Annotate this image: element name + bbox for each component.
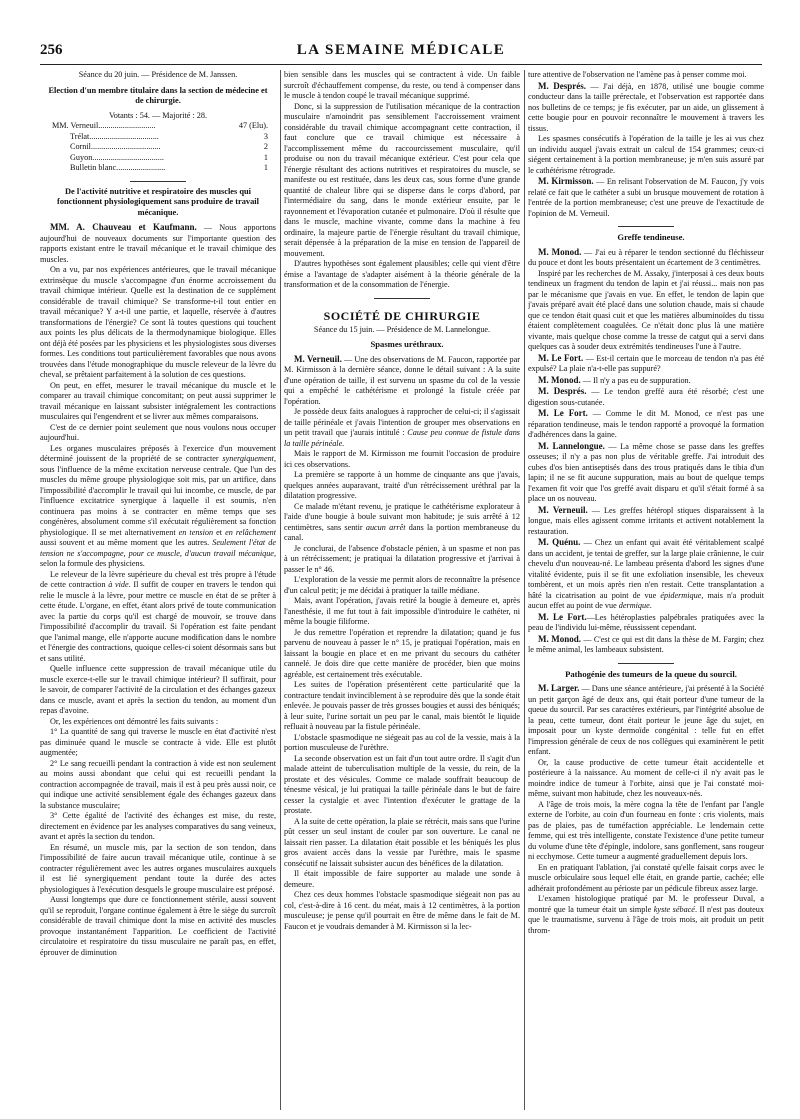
vote-row: Cornil.................................. 2 [70, 142, 268, 151]
column-rule [280, 70, 281, 1110]
vote-table [40, 121, 276, 174]
paragraph: La seconde observation est un fait d'un tout autre ordre. Il s'agit d'un malade atteint de tuberculisation multiple de la vessie, du rein, de la prostate et des vésicules. Comme ce malade souffrait beaucoup de ténesme vésical, je lui pratiquai la taille périnéale dans le but de faire cesser la cystalgie et avec l'intention d'exécuter le grattage de la prostate. [284, 753, 520, 815]
paragraph: L'examen histologique pratiqué par M. le professeur Duval, a montré que la tumeur était un simple kyste sébacé. Il n'est pas douteux que le traumatisme, survenu à l'âge de trois mois, ait produit un petit throm- [528, 894, 764, 935]
paragraph: M. Le Fort. — Comme le dit M. Monod, ce n'est pas une réparation tendineuse, mais le tendon rapporté a provoqué la formation d'adhérences dans la gaine. [528, 408, 764, 439]
speaker-name: MM. A. Chauveau et Kaufmann. [50, 222, 197, 232]
paragraph: MM. A. Chauveau et Kaufmann. — Nous apportons aujourd'hui de nouveaux documents sur l'importante question des rapports existant entre le travail mécanique et le travail chimique des muscles. [40, 222, 276, 264]
paragraph: Je possède deux faits analogues à rapprocher de celui-ci; il s'agissait de taille périnéale et j'avais l'intention de grouper mes observations en un petit travail que j'aurais intitulé : Cause peu connue de fistule dans la taille périnéale. [284, 407, 520, 448]
divider [618, 226, 674, 227]
paragraph: Il était impossible de faire supporter au malade une sonde à demeure. [284, 869, 520, 889]
paragraph: Quelle influence cette suppression de travail mécanique utile du muscle exerce-t-elle sur le travail chimique intérieur? Il suffirait, pour le savoir, de comparer l'activité de la circulation et des échanges gazeux dans ce muscle, avant et après la section du tendon, au moment d'un repas d'avoine. [40, 664, 276, 715]
vote-row: Bulletin blanc........................ 1 [70, 163, 268, 172]
divider [130, 181, 186, 182]
speaker-name: M. Monod. [538, 246, 582, 257]
vote-row: Trélat.................................. 3 [70, 131, 268, 141]
speaker-name: M. Després. [538, 386, 587, 396]
paragraph: Je conclurai, de l'absence d'obstacle pénien, à un spasme et non pas à un rétrécissement; je pratiquai la dilatation progressive et j'arrivai à passer le n° 46. [284, 543, 520, 574]
paragraph: En résumé, un muscle mis, par la section de son tendon, dans l'impossibilité de faire aucun travail mécanique utile, continue à se contracter régulièrement avec les autres organes musculaires auxquels il est lié synergiquement pendant toute la durée des actes physiologiques à l'exécution desquels le groupe musculaire est préposé. [40, 842, 276, 894]
paragraph: Donc, si la suppression de l'utilisation mécanique de la contraction musculaire n'amoindrit pas sensiblement l'accroissement vraiment considérable du travail chimique accompagnant cette contraction, il faut conclure que ce travail chimique est nécessaire à l'accomplissement même du raccourcissement musculaire, qu'il produise ou non du travail mécanique extérieur. C'est pour cela que l'énergie résultant des actions nutritives et respiratoires du muscle, se manifeste ou est restituée, dans les deux cas, sous forme d'une grande quantité de chaleur libre qui se disperse dans le corps d'abord, par l'intermédiaire du sang, dans le monde extérieur ensuite, par le rayonnement et l'évaporation cutanée et pulmonaire. D'où il résulte que dans le muscle, machine vivante, comme dans la machine à feu ordinaire, la majeure partie de l'énergie résultant du travail chimique, serait dépensée à la préparation de la mise en tension de l'appareil de mouvement. [284, 101, 520, 258]
paragraph: M. Després. — J'ai déjà, en 1878, utilisé une bougie comme conducteur dans la taille prérectale, et l'observation est rapportée dans nos bulletins de ce temps; je fis exécuter, par un aide, un glissement à cette bougie pour en pouvoir reconnaître le mouvement à travers les tissus. [528, 80, 764, 133]
vote-row: Guyon................................... 1 [70, 152, 268, 162]
paragraph: C'est de ce dernier point seulement que nous voulons nous occuper aujourd'hui. [40, 422, 276, 442]
paragraph: M. Le Fort. — Est-il certain que le morceau de tendon n'a pas été expulsé? La plaie n'a-t-elle pas suppuré? [528, 352, 764, 373]
paragraph: Les spasmes consécutifs à l'opération de la taille je les ai vus chez un individu auquel j'avais extrait un calcul de 154 grammes; ceux-ci siégent certainement à la portion membraneuse; je m'en suis assuré par le cathétérisme rétrograde. [528, 134, 764, 175]
article-heading: De l'activité nutritive et respiratoire des muscles qui fonctionnent physiologiquement sans produire de travail mécanique. [57, 186, 259, 217]
paragraph: 1° La quantité de sang qui traverse le muscle en état d'activité n'est pas diminuée quand le muscle se contracte à vide. Elle est plutôt augmentée; [40, 727, 276, 757]
column-3 [528, 70, 764, 1112]
page-number: 256 [40, 42, 63, 58]
column-2 [284, 70, 520, 1112]
speaker-name: M. Lannelongue. [538, 440, 605, 451]
paragraph: Chez ces deux hommes l'obstacle spasmodique siégeait non pas au col, c'est-à-dire à 16 cent. du méat, mais à 12 centimètres, à la portion musculeuse; je pense qu'il pourrait en être de même dans le fait de M. Faucon et je voudrais demander à M. Kirmisson si la lec- [284, 890, 520, 931]
speaker-name: M. Monod. [538, 633, 582, 644]
divider [374, 298, 430, 299]
paragraph: Le releveur de la lèvre supérieure du cheval est très propre à l'étude de cette contraction à vide. Il suffit de couper en travers le tendon qui relie le muscle à la lèvre, pour mettre ce muscle en état de se prêter à cette étude. L'organe, en effet, étant alors privé de toute communication avec la partie du corps qu'il est chargé de mouvoir, se trouve dans l'impossibilité d'accomplir du travail. Si l'opération est faite pendant que l'animal mange, elle n'apporte aucune modification dans le nombre et l'énergie des contractions, quoique celles-ci soient désormais sans but et sans utilité. [40, 569, 276, 663]
paragraph: M. Monod. — Il n'y a pas eu de suppuration. [538, 374, 691, 385]
paragraph: Je dus remettre l'opération et reprendre la dilatation; quand je fus parvenu de nouveau à passer le n° 15, je pratiquai l'opération, mais en laissant la bougie en place et en me privant du secours du cathéter cannelé. Je dois dire que cette manière de procéder, bien que moins agréable, est certainement très exécutable. [284, 627, 520, 679]
paragraph: Les suites de l'opération présentèrent cette particularité que la contracture tendait invinciblement à se reproduire dès que la sonde était enlevée. Je pouvais passer de très grosses bougies et aussi des béniqués; à leur suite, l'urine sortait un peu par le canal, mais bientôt le liquide refluait à nouveau par la fistule périnéale. [284, 680, 520, 731]
vote-row: MM. Verneuil............................ 47 (Elu). [52, 121, 268, 130]
paragraph: M. Lannelongue. — La même chose se passe dans les greffes osseuses; il n'y a pas non plus de véritable greffe. J'ai introduit des cubes d'os bien antiseptisés dans des trous pratiqués dans le tibia d'un lapin; il ne se fit aucune suppuration, mais au bout de quelque temps l'examen fit voir que l'os greffé avait disparu et qu'il s'était formé à sa place un os nouveau. [528, 440, 764, 503]
society-heading: SOCIÉTÉ DE CHIRURGIE [323, 308, 481, 323]
speaker-name: M. Le Fort. [538, 611, 587, 622]
speaker-name: M. Després. [538, 80, 587, 91]
paragraph: On a vu, par nos expériences antérieures, que le travail mécanique extrinsèque du muscle s'accompagne d'un énorme accroissement du travail chimique intérieur. Quelle est la destination de ce supplément considérable de travail chimique? Se transforme-t-il tout entier en travail mécanique? Y a-t-il une partie, et laquelle, réservée à d'autres transformations de l'énergie? Ce sont là toutes questions qui touchent aux points les plus délicats de la thermodynamique biologique. Elles ont déjà été posées par les physiciens et les physiologistes sous diverses formes. Les conditions tout particulièrement favorables que nous avons trouvées dans l'étude monographique du muscle releveur de la lèvre du cheval, se prêtaient parfaitement à la solution de ces questions. [40, 265, 276, 379]
paragraph: ture attentive de l'observation ne l'amène pas à penser comme moi. [528, 70, 747, 79]
section-heading: Spasmes uréthraux. [370, 339, 444, 349]
paragraph: M. Le Fort.—Les hétéroplasties palpébrales pratiquées avec la peau de l'individu lui-même, réussissent cependant. [528, 611, 764, 632]
session-line: Séance du 15 juin. — Présidence de M. Lannelongue. [313, 324, 491, 334]
paragraph: M. Verneuil. — Une des observations de M. Faucon, rapportée par M. Kirmisson à la dernière séance, donne le détail suivant : A la suite d'une opération de taille, il est survenu un spasme du col de la vessie qui a empêché le cathétérisme et prolongé la fistule créée par l'opération. [284, 353, 520, 406]
paragraph: M. Monod. — J'ai eu à réparer le tendon sectionné du fléchisseur du pouce et dont les bouts présentaient un écartement de 3 centimètres. [528, 246, 764, 267]
paragraph: Mais, avant l'opération, j'avais retiré la bougie à demeure et, après l'anesthésie, il me fut tout à fait impossible d'introduire le cathéter, ni même la bougie filiforme. [284, 596, 520, 626]
paragraph: M. Kirmisson. — En relisant l'observation de M. Faucon, j'y vois relaté ce fait que le cathéter a subi un brusque mouvement de rotation à l'entrée de la portion membraneuse; c'est une preuve de l'exactitude de l'opinion de M. Verneuil. [528, 176, 764, 218]
paragraph: M. Després. — Le tendon greffé aura été résorbé; c'est une digestion sous-cutanée. [528, 386, 764, 407]
paragraph: Or, les expériences ont démontré les faits suivants : [50, 716, 219, 726]
speaker-name: M. Le Fort. [538, 408, 588, 418]
paragraph: M. Verneuil. — Les greffes hétéropl stiques disparaissent à la longue, mais elles agissent comme irritants et activent notablement la restauration. [528, 504, 764, 536]
column-1 [40, 70, 276, 1112]
paragraph: bien sensible dans les muscles qui se contractent à vide. Un faible surcroît d'échauffement compense, du reste, ou tend à compenser dans le muscle à tendon coupé le travail mécanique supprimé. [284, 70, 520, 100]
paragraph: Ce malade m'étant revenu, je pratique le cathétérisme explorateur à l'aide d'une bougie à boule suivant mon habitude; je suis arrêté à 12 centimètres, sans sentir aucun arrêt dans la portion membraneuse du canal. [284, 501, 520, 542]
paragraph: 2° Le sang recueilli pendant la contraction à vide est non seulement au moins aussi abondant que celui qui est recueilli pendant la contraction accompagnée de travail, mais il est à peu près aussi noir, ce qui indique une activité sensiblement égale des échanges gazeux dans la substance musculaire; [40, 758, 276, 810]
section-heading: Pathogénie des tumeurs de la queue du sourcil. [565, 668, 737, 679]
paragraph: A l'âge de trois mois, la mère cogna la tête de l'enfant par l'angle externe de l'orbite, au coin d'un fourneau en fonte : cris violents, mais pas de plaies, pas de tuméfaction appréciable. Le lendemain cette femme, qui est très intelligente, constate l'existence d'une petite tumeur du volume d'une tête d'épingle, indolore, sans gonflement, sans rougeur ni ecchymose. Cette tumeur a augmenté graduellement depuis lors. [528, 799, 764, 861]
paragraph: D'autres hypothèses sont également plausibles; celle qui vient d'être émise a l'avantage de s'adapter aisément à la théorie générale de la transformation et de la consommation de l'énergie. [284, 259, 520, 289]
vote-count: Votants : 54. — Majorité : 28. [108, 110, 208, 120]
paragraph: Mais le rapport de M. Kirmisson me fournit l'occasion de produire ici ces observations. [284, 449, 520, 469]
speaker-name: M. Kirmisson. [538, 176, 594, 186]
paragraph: M. Quénu. — Chez un enfant qui avait été véritablement scalpé dans un accident, je tentai de greffer, sur la large plaie crânienne, le cuir chevelu d'un nouveau-né. Le lambeau présenta d'abord les signes d'une vitalité évidente, puis il se fit une exfoliation insensible, les cheveux tombèrent, et un mois après rien n'en restait. Cette transplantation a hâté la cicatrisation au point de vue épidermique, mais n'a produit aucun effet au point de vue dermique. [528, 537, 764, 610]
divider [618, 663, 674, 664]
speaker-name: M. Monod. [538, 374, 581, 385]
speaker-name: M. Verneuil. [294, 353, 342, 364]
session-line: Séance du 20 juin. — Présidence de M. Janssen. [78, 70, 238, 79]
paragraph: La première se rapporte à un homme de cinquante ans que j'avais, quelques années auparavant, traité d'un rétrécissement uréthral par la dilatation progressive. [284, 470, 520, 500]
section-heading: Greffe tendineuse. [617, 232, 685, 242]
journal-title: LA SEMAINE MÉDICALE [296, 42, 506, 58]
paragraph: En en pratiquant l'ablation, j'ai constaté qu'elle faisait corps avec le muscle orbiculaire sous lequel elle était, en grande partie, cachée; elle adhérait profondément au périoste par un pédicule fibreux assez large. [528, 862, 764, 893]
speaker-name: M. Verneuil. [538, 504, 588, 515]
paragraph: A la suite de cette opération, la plaie se rétrécit, mais sans que l'urine pût cesser un seul instant de couler par son ouverture. Le canal ne laissait rien passer. La dilatation était possible et les béniqués les plus gros avaient accès dans la vessie par l'urèthre, mais le spasme consécutif ne laissait subsister aucun des bénéfices de la dilatation. [284, 816, 520, 868]
paragraph: 3° Cette égalité de l'activité des échanges est mise, du reste, directement en évidence par les analyses comparatives du sang veineux, avant et après la section du tendon. [40, 811, 276, 841]
paragraph: Les organes musculaires préposés à l'exercice d'un mouvement déterminé jouissent de la propriété de se contracter synergiquement, sous l'influence de la même excitation nerveuse centrale. Que l'un des muscles du même groupe physiologique soit mis, par un artifice, dans l'impossibilité d'accomplir le travail qui lui incombe, ce muscle, de par l'influence excitatrice synergique à laquelle il est soumis, n'en continuera pas moins à se contracter en même temps que ses congénères, absolument comme s'il exécutait régulièrement sa fonction physiologique. Il se met alternativement en tension et en relâchement aussi souvent et au même moment que les autres. Seulement l'état de tension ne s'accompagne, pour ce muscle, d'aucun travail mécanique, selon la formule des physiciens. [40, 443, 276, 568]
paragraph: Or, la cause productive de cette tumeur était accidentelle et postérieure à la naissance. Au moment de celle-ci il n'y avait pas le moindre indice de tumeur à l'orbite, ainsi que je l'ai constaté moi-même, suivant mon habitude, chez les nouveaux-nés. [528, 757, 764, 798]
speaker-name: M. Le Fort. [538, 352, 584, 363]
speaker-name: M. Larger. [538, 683, 580, 693]
running-header [40, 40, 762, 65]
paragraph: L'obstacle spasmodique ne siégeait pas au col de la vessie, mais à la portion musculeuse de l'urèthre. [284, 732, 520, 752]
paragraph: Aussi longtemps que dure ce fonctionnement stérile, aussi souvent qu'il se reproduit, l'organe continue également à être le siège du surcroît considérable de travail chimique dont la mise en activité des muscles provoque instantanément l'apparition. Le coefficient de l'activité circulatoire et respiratoire du tissu musculaire ne paraît pas, en effet, éprouver de diminution [40, 895, 276, 957]
paragraph: M. Larger. — Dans une séance antérieure, j'ai présenté à la Société un petit garçon âgé de deux ans, qui était porteur d'une tumeur de la queue du sourcil. Par ses caractères extérieurs, par l'intégrité absolue de la peau, cette tumeur, dont était porteur le jeune âge du sujet, en imposait pour un kyste dermoïde congénital : telle fut en effet l'impression générale de ceux de nos collègues qui examinèrent le petit enfant. [528, 683, 764, 756]
election-heading: Election d'un membre titulaire dans la section de médecine et de chirurgie. [48, 85, 268, 105]
paragraph: On peut, en effet, mesurer le travail mécanique du muscle et le comparer au travail chimique concomitant; on peut aussi supprimer le travail mécanique en laissant subsister intégralement les contractions musculaires qui l'engendrent et se livrer aux mêmes comparaisons. [40, 380, 276, 421]
paragraph: L'exploration de la vessie me permit alors de reconnaître la présence d'un calcul petit; je me décidai à pratiquer la taille médiane. [284, 575, 520, 595]
speaker-name: M. Quénu. [538, 537, 581, 547]
column-rule [524, 70, 525, 1110]
paragraph: Inspiré par les recherches de M. Assaky, j'interposai à ces deux bouts tendineux un fragment du tendon de lapin et j'ai réussi... mais non pas par le mécanisme que j'avais en vue. En effet, le tendon de lapin que j'avais préparé avait été placé dans une solution chaude, mais si chaude que ce tendon était quasi cuit et que les matières albuminoïdes du tissu étaient complètement coagulées. Ce n'était donc plus là une matière vivante, mais quelque chose comme la tresse de catgut qui a servi dans quelques cas à souder deux extrémités tendineuses l'une à l'autre. [528, 268, 764, 351]
paragraph: M. Monod. — C'est ce qui est dit dans la thèse de M. Fargin; chez le même animal, les lambeaux subsistent. [528, 633, 764, 654]
